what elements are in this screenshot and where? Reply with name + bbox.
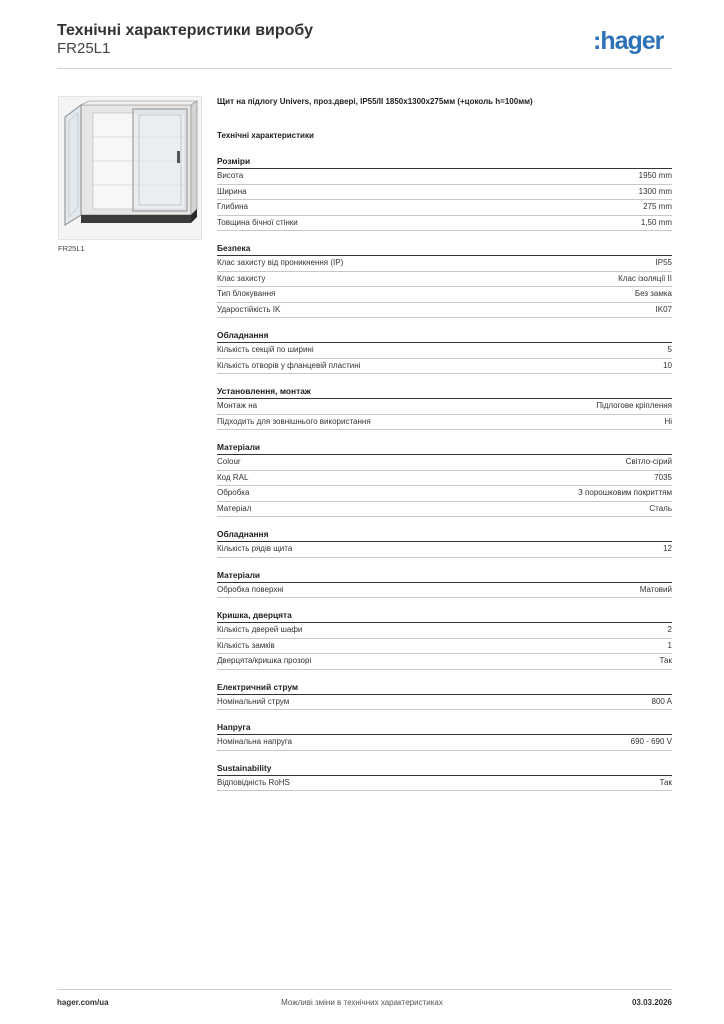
svg-text::hager: :hager (593, 27, 664, 55)
spec-value: Так (659, 777, 672, 787)
spec-row (217, 654, 672, 670)
spec-section (217, 569, 672, 599)
spec-row (217, 695, 672, 711)
spec-value: 690 - 690 V (630, 737, 672, 746)
spec-row (217, 455, 672, 471)
image-caption: FR25L1 (58, 244, 85, 253)
spec-value: Без замка (634, 289, 672, 298)
spec-value: 2 (667, 625, 672, 634)
spec-label: Кількість секцій по ширині (217, 345, 314, 354)
spec-row (217, 169, 672, 185)
spec-content (217, 96, 672, 791)
spec-row (217, 735, 672, 751)
spec-label: Матеріал (217, 503, 252, 513)
spec-value: Світло-сірий (625, 457, 672, 466)
spec-value: З порошковим покриттям (578, 488, 672, 497)
spec-section (217, 242, 672, 318)
product-reference: FR25L1 (57, 40, 111, 57)
spec-value: 5 (667, 345, 672, 354)
spec-value: Так (659, 656, 672, 665)
section-title: Безпека (217, 242, 672, 256)
spec-value: 1300 mm (638, 186, 672, 196)
spec-label: Ширина (217, 186, 247, 196)
section-title: Матеріали (217, 569, 672, 583)
section-title: Обладнання (217, 528, 672, 542)
spec-label: Клас захисту від проникнення (IP) (217, 258, 344, 267)
page-title: Технічні характеристики виробу (57, 22, 313, 39)
spec-section (217, 762, 672, 792)
spec-row (217, 415, 672, 431)
spec-row (217, 200, 672, 216)
spec-label: Глибина (217, 202, 248, 211)
spec-section (217, 329, 672, 374)
footer-divider (57, 989, 672, 990)
spec-label: Обробка поверхні (217, 584, 284, 594)
spec-row (217, 583, 672, 599)
spec-label: Обробка (217, 488, 250, 497)
spec-label: Кількість рядів щита (217, 544, 293, 553)
footer-date: 03.03.2026 (631, 998, 672, 1007)
section-title: Розміри (217, 155, 672, 169)
spec-row (217, 185, 672, 201)
spec-row (217, 486, 672, 502)
spec-row (217, 502, 672, 518)
spec-section (217, 609, 672, 670)
spec-value: Матовий (639, 584, 672, 594)
spec-label: Відповідність RoHS (217, 777, 290, 787)
spec-sections (217, 155, 672, 791)
spec-row (217, 216, 672, 232)
product-description: Щит на підлогу Univers, проз.двері, IP55/II 1850x1300x275мм (+цоколь h=100мм) (217, 97, 533, 106)
spec-label: Кількість дверей шафи (217, 625, 303, 634)
section-title: Обладнання (217, 329, 672, 343)
section-title: Електричний струм (217, 681, 672, 695)
section-title: Кришка, дверцята (217, 609, 672, 623)
spec-value: 12 (663, 544, 672, 553)
product-image (58, 96, 202, 240)
spec-row (217, 639, 672, 655)
cabinet-illustration (59, 97, 201, 239)
spec-label: Висота (217, 171, 244, 180)
spec-label: Кількість замків (217, 640, 275, 650)
spec-label: Кількість отворів у фланцевій пластині (217, 360, 361, 370)
header-divider (57, 68, 672, 69)
hager-logo (593, 26, 675, 58)
spec-label: Клас захисту (217, 273, 266, 283)
spec-value: Сталь (649, 503, 672, 513)
spec-label: Товщина бічної стінки (217, 217, 298, 227)
spec-section (217, 155, 672, 231)
spec-row (217, 272, 672, 288)
spec-row (217, 343, 672, 359)
spec-value: 1,50 mm (640, 217, 672, 227)
section-title: Напруга (217, 721, 672, 735)
footer-disclaimer: Можливі зміни в технічних характеристиках (281, 998, 443, 1007)
spec-label: Номінальний струм (217, 696, 290, 706)
spec-row (217, 359, 672, 375)
spec-value: IK07 (655, 304, 672, 314)
spec-value: 800 A (651, 696, 672, 706)
spec-value: Клас ізоляції II (618, 273, 672, 283)
spec-row (217, 776, 672, 792)
spec-value: Підлогове кріплення (596, 401, 672, 410)
spec-value: 1950 mm (638, 171, 672, 180)
spec-label: Номінальна напруга (217, 737, 293, 746)
spec-label: Ударостійкість IK (217, 304, 281, 314)
spec-section (217, 528, 672, 558)
spec-label: Тип блокування (217, 289, 276, 298)
spec-section (217, 385, 672, 430)
spec-value: 275 mm (643, 202, 672, 211)
footer-website: hager.com/ua (57, 998, 109, 1007)
spec-row (217, 287, 672, 303)
section-title: Установлення, монтаж (217, 385, 672, 399)
spec-value: 10 (663, 360, 672, 370)
spec-value: IP55 (655, 258, 672, 267)
spec-label: Дверцята/кришка прозорі (217, 656, 312, 665)
spec-row (217, 542, 672, 558)
section-title: Матеріали (217, 441, 672, 455)
spec-row (217, 471, 672, 487)
spec-value: 1 (667, 640, 672, 650)
spec-section (217, 681, 672, 711)
spec-label: Код RAL (217, 472, 249, 482)
spec-section (217, 441, 672, 517)
spec-label: Монтаж на (217, 401, 258, 410)
spec-row (217, 399, 672, 415)
spec-value: 7035 (654, 472, 672, 482)
spec-row (217, 256, 672, 272)
spec-value: Ні (664, 416, 672, 426)
spec-label: Colour (217, 457, 241, 466)
spec-row (217, 623, 672, 639)
spec-section (217, 721, 672, 751)
spec-label: Підходить для зовнішнього використання (217, 416, 371, 426)
spec-row (217, 303, 672, 319)
spec-subheading: Технічні характеристики (217, 131, 314, 140)
section-title: Sustainability (217, 762, 672, 776)
